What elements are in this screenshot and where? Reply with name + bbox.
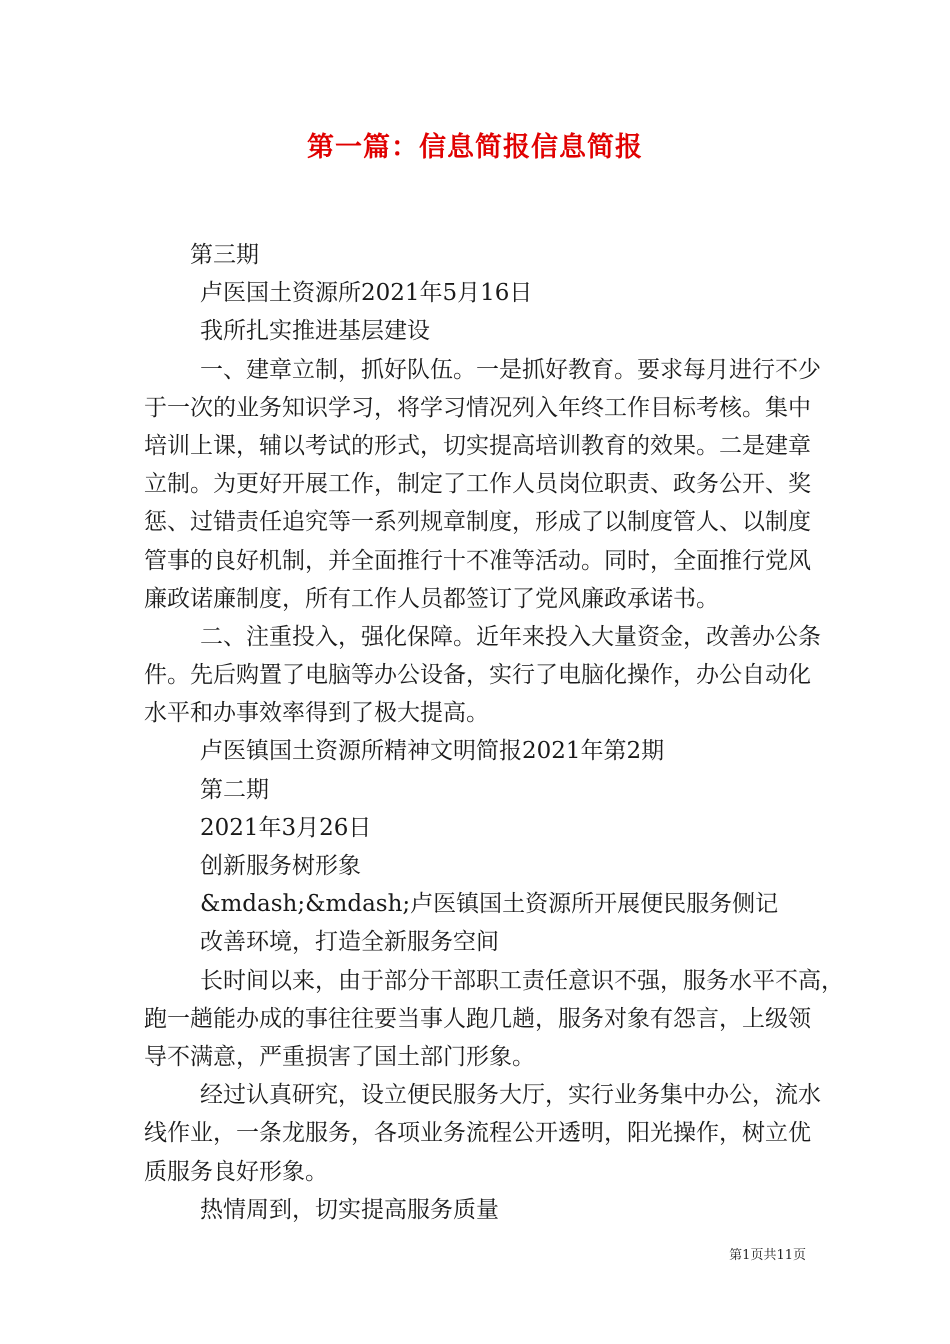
section-heading: 热情周到，切实提高服务质量 xyxy=(200,1196,499,1223)
paragraph-line: 惩、过错责任追究等一系列规章制度，形成了以制度管人、以制度 xyxy=(144,509,811,536)
paragraph-line: 一、建章立制，抓好队伍。一是抓好教育。要求每月进行不少 xyxy=(200,356,821,383)
paragraph-line: 线作业，一条龙服务，各项业务流程公开透明，阳光操作，树立优 xyxy=(144,1120,811,1147)
issue-label: 第二期 xyxy=(200,776,269,803)
paragraph-line: 件。先后购置了电脑等办公设备，实行了电脑化操作，办公自动化 xyxy=(144,662,811,689)
paragraph-line: 跑一趟能办成的事往往要当事人跑几趟，服务对象有怨言，上级领 xyxy=(144,1005,811,1032)
paragraph-line: 长时间以来，由于部分干部职工责任意识不强，服务水平不高， xyxy=(200,967,844,994)
paragraph-line: 水平和办事效率得到了极大提高。 xyxy=(144,700,489,727)
article-subheading: &mdash;&mdash;卢医镇国土资源所开展便民服务侧记 xyxy=(200,891,779,918)
article-heading: 我所扎实推进基层建设 xyxy=(200,318,430,345)
paragraph-line: 立制。为更好开展工作，制定了工作人员岗位职责、政务公开、奖 xyxy=(144,471,811,498)
paragraph-line: 于一次的业务知识学习，将学习情况列入年终工作目标考核。集中 xyxy=(144,394,811,421)
page-number: 第1页共11页 xyxy=(729,1248,806,1263)
paragraph-line: 经过认真研究，设立便民服务大厅，实行业务集中办公，流水 xyxy=(200,1082,821,1109)
section-heading: 改善环境，打造全新服务空间 xyxy=(200,929,499,956)
issue-date: 2021年3月26日 xyxy=(200,814,372,841)
article-heading: 创新服务树形象 xyxy=(200,853,361,879)
document-title: 第一篇：信息简报信息简报 xyxy=(307,132,643,163)
paragraph-line: 二、注重投入，强化保障。近年来投入大量资金，改善办公条 xyxy=(200,623,821,650)
paragraph-line: 廉政诺廉制度，所有工作人员都签订了党风廉政承诺书。 xyxy=(144,585,719,612)
issue-date-line: 卢医国土资源所2021年5月16日 xyxy=(200,280,533,307)
paragraph-line: 导不满意，严重损害了国土部门形象。 xyxy=(144,1043,535,1070)
document-body xyxy=(144,236,844,1229)
issue-label: 第三期 xyxy=(190,242,259,268)
paragraph-line: 管事的良好机制，并全面推行十不准等活动。同时，全面推行党风 xyxy=(144,547,811,574)
bulletin-heading: 卢医镇国土资源所精神文明简报2021年第2期 xyxy=(200,738,665,765)
paragraph-line: 培训上课，辅以考试的形式，切实提高培训教育的效果。二是建章 xyxy=(144,432,811,459)
paragraph-line: 质服务良好形象。 xyxy=(144,1158,328,1185)
